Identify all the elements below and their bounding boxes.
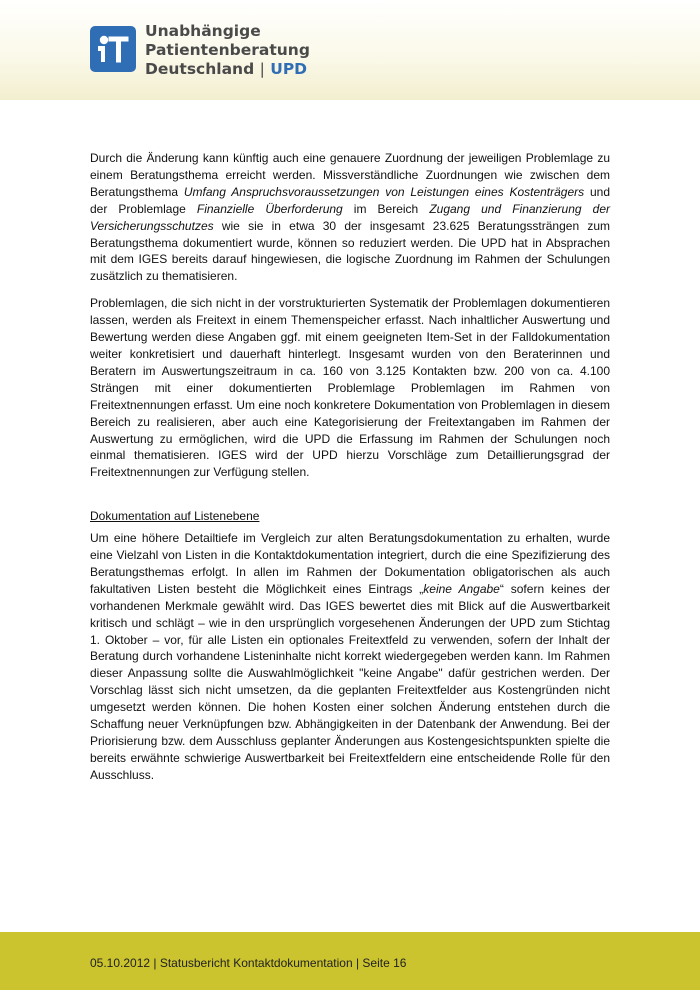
p3-text-a: Um eine höhere Detailtiefe im Vergleich zur alten Beratungsdokumentation zu erhalten, wurde eine Vielzahl von Listen in die Kontaktdokumentation integriert, durch die eine Spezifizierung des Beratungsthemas erfolgt. In allen im Rahmen der Dokumentation obligatorischen als auch fakultativen Listen besteht die Möglichkeit eines Eintrags „ [90,531,610,596]
logo-line-3-country: Deutschland [145,60,255,78]
logo-line-3 [145,60,310,79]
logo-line-2: Patientenberatung [145,41,310,59]
p1-text-a: Durch die Änderung kann künftig auch eine genauere Zuordnung der jeweiligen Problemlage zu einem Beratungsthema erreicht werden. Missverständliche Zuordnungen wie zwischen dem Beratungsthema [90,151,610,199]
footer-text: 05.10.2012 | Statusbericht Kontaktdokumentation | Seite 16 [90,956,407,970]
p3-italic-1: keine Angabe [423,581,500,596]
logo-upd: UPD [270,60,308,78]
p3-text-b: “ sofern keines der vorhandenen Merkmale gewählt wird. Das IGES bewertet dies mit Blick auf die Auswertbarkeit kritisch und schlägt – wie in den ursprünglich vorgesehenen Änderungen der UPD zum Stichtag 1. Oktober – vor, für alle Listen ein optionales Freitextfeld zu verwenden, sofern der Inhalt der Beratung durch vorhandene Listeninhalte nicht korrekt wiedergegeben werden kann. Im Rahmen dieser Anpassung sollte die Auswahlmöglichkeit "keine Angabe" dafür gestrichen werden. Der Vorschlag lässt sich nicht umsetzen, da die geplanten Freitextfelder aus Kostengründen nicht umgesetzt werden können. Die hohen Kosten einer solchen Änderung entstehen durch die Schaffung neuer Verknüpfungen bzw. Abhängigkeiten in der Datenbank der Anwendung. Bei der Priorisierung bzw. dem Ausschluss geplanter Änderungen aus Kostengesichtspunkten spielte die bereits erwähnte schwierige Auswertbarkeit bei Freitextfeldern eine entscheidende Rolle für den Ausschluss. [90,581,610,782]
page-footer [0,932,700,990]
section-heading: Dokumentation auf Listenebene [90,509,260,524]
p1-italic-3: Zugang und Finanzierung der Versicherungsschutzes [90,201,610,233]
p1-italic-2: Finanzielle Überforderung [196,201,343,216]
p1-text-b: und der Problemlage [90,184,611,216]
logo-line-1: Unabhängige [145,22,261,40]
p1-text-c: im Bereich [342,201,430,216]
upd-figure-icon [90,26,136,72]
p1-text-d: wie sie in etwa 30 der insgesamt 23.625 Beratungssträngen zum Beratungsthema dokumentiert wurde, können so reduziert werden. Die UPD hat in Absprachen mit dem IGES bereits darauf hingewiesen, die logische Zuordnung im Rahmen der Schulungen zusätzlich zu thematisieren. [90,218,610,284]
paragraph-2: Problemlagen, die sich nicht in der vorstrukturierten Systematik der Problemlagen dokumentieren lassen, werden als Freitext in einem Themenspeicher erfasst. Nach inhaltlicher Auswertung und Bewertung werden diese Angaben ggf. mit einem geeigneten Item-Set in der Falldokumentation weiter konkretisiert und dauerhaft hinterlegt. Insgesamt wurden von den Beraterinnen und Beratern im Auswertungszeitraum in ca. 160 von 3.125 Kontakten bzw. 200 von ca. 4.100 Strängen mit einer dokumentierten Problemlage Problemlagen im Rahmen von Freitextnennungen erfasst. Um eine noch konkretere Dokumentation von Problemlagen in diesem Bereich zu realisieren, aber auch eine Kategorisierung der Freitextangaben im Rahmen der Auswertung zu ermöglichen, wird die UPD die Erfassung im Rahmen der Schulungen noch einmal thematisieren. IGES wird der UPD hierzu Vorschläge zum Detaillierungsgrad der Freitextnennungen zur Verfügung stellen. [90,296,610,480]
page-header [0,0,700,100]
p1-italic-1: Umfang Anspruchsvoraussetzungen von Leistungen eines Kostenträgers [183,184,585,199]
upd-logo-icon [90,26,136,72]
logo-separator: | [259,60,265,78]
paragraph-1 [90,150,610,285]
upd-logo-text [145,22,310,79]
document-body [90,150,610,794]
paragraph-3 [90,530,610,784]
